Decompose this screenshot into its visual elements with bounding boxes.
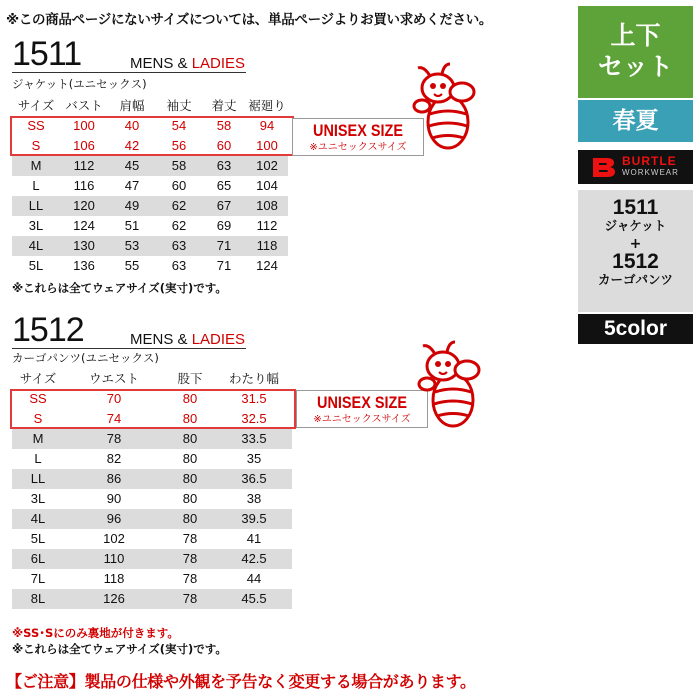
bee-mascot-icon (405, 340, 483, 432)
measurement-cell: 124 (73, 218, 95, 233)
size-label-cell: M (12, 429, 64, 449)
measurement-cell: 118 (246, 236, 288, 256)
item2-name: カーゴパンツ (597, 272, 673, 287)
measurement-cell: 63 (171, 258, 187, 273)
measurement-cell: 44 (246, 571, 262, 586)
size-label-cell: 4L (12, 509, 64, 529)
jacket-subtitle: ジャケット(ユニセックス) (12, 77, 147, 91)
measurement-cell: 80 (182, 491, 198, 506)
measurement-cell: 82 (106, 451, 122, 466)
measurement-cell: 74 (106, 411, 122, 426)
set-badge (578, 6, 693, 98)
size-label-cell: 8L (12, 589, 64, 609)
measurement-cell: 136 (73, 258, 95, 273)
measurement-cell: 69 (216, 218, 232, 233)
measurement-cell: 80 (164, 469, 216, 489)
measurement-cell: 62 (171, 218, 187, 233)
pants-divider (12, 348, 246, 349)
item1-number: 1511 (612, 196, 659, 219)
pants-footnote: ※これらは全てウェアサイズ(実寸)です。 (12, 642, 227, 656)
pants-gender (130, 331, 245, 348)
table-row (12, 196, 288, 216)
size-label-cell: LL (12, 469, 64, 489)
measurement-cell: 32.5 (241, 411, 267, 426)
measurement-cell: 55 (124, 258, 140, 273)
measurement-cell: 38 (246, 491, 262, 506)
size-label-cell: L (34, 451, 42, 466)
table-row (12, 449, 292, 469)
measurement-cell: 100 (256, 138, 278, 153)
unisex-size-note: ※ユニセックスサイズ (309, 142, 407, 153)
size-label-cell: L (32, 178, 40, 193)
measurement-cell: 65 (216, 178, 232, 193)
brand-name: BURTLE (622, 154, 677, 168)
measurement-cell: 116 (73, 178, 95, 193)
top-note: ※この商品ページにないサイズについては、単品ページよりお買い求めください。 (6, 12, 493, 28)
measurement-cell: 120 (60, 196, 108, 216)
size-label-cell: 4L (12, 236, 60, 256)
measurement-cell: 62 (156, 196, 202, 216)
table-row (12, 429, 292, 449)
jacket-header-cell: 裾廻り (248, 99, 286, 113)
table-row (12, 216, 288, 236)
table-row (12, 549, 292, 569)
measurement-cell: 67 (202, 196, 246, 216)
measurement-cell: 104 (256, 178, 278, 193)
set-contents (578, 190, 693, 312)
item2-number: 1512 (612, 250, 659, 273)
measurement-cell: 49 (108, 196, 156, 216)
plus-sign: + (629, 236, 642, 252)
measurement-cell: 58 (156, 156, 202, 176)
table-row (12, 156, 288, 176)
measurement-cell: 36.5 (216, 469, 292, 489)
measurement-cell: 54 (171, 118, 187, 133)
pants-subtitle: カーゴパンツ(ユニセックス) (12, 351, 159, 365)
pants-header-row (12, 369, 292, 389)
measurement-cell: 126 (64, 589, 164, 609)
table-row (12, 176, 288, 196)
item1-name: ジャケット (604, 218, 667, 233)
measurement-cell: 80 (164, 509, 216, 529)
pants-unisex-highlight (10, 389, 296, 429)
jacket-gender (130, 55, 245, 72)
pants-header-cell: わたり幅 (228, 372, 279, 386)
measurement-cell: 112 (256, 218, 278, 233)
size-label-cell: S (31, 138, 41, 153)
unisex-size-label: UNISEX SIZE (313, 121, 403, 140)
measurement-cell: 35 (246, 451, 262, 466)
size-label-cell: 5L (30, 531, 46, 546)
jacket-header-cell: サイズ (17, 99, 55, 113)
unisex-size-note: ※ユニセックスサイズ (313, 414, 411, 425)
measurement-cell: 130 (60, 236, 108, 256)
measurement-cell: 108 (246, 196, 288, 216)
measurement-cell: 80 (164, 429, 216, 449)
measurement-cell: 53 (108, 236, 156, 256)
size-label-cell: 7L (30, 571, 46, 586)
measurement-cell: 33.5 (216, 429, 292, 449)
measurement-cell: 118 (103, 571, 125, 586)
measurement-cell: 96 (64, 509, 164, 529)
jacket-ladies: LADIES (191, 55, 246, 72)
measurement-cell: 41 (246, 531, 262, 546)
bee-mascot-icon (400, 62, 478, 154)
measurement-cell: 100 (73, 118, 95, 133)
brand-logo (578, 146, 693, 186)
measurement-cell: 80 (182, 451, 198, 466)
measurement-cell: 80 (182, 391, 198, 406)
measurement-cell: 78 (64, 429, 164, 449)
measurement-cell: 71 (216, 258, 232, 273)
measurement-cell: 80 (182, 411, 198, 426)
measurement-cell: 78 (164, 549, 216, 569)
pants-footnote-lining: ※SS･Sにのみ裏地が付きます。 (12, 626, 179, 640)
measurement-cell: 63 (202, 156, 246, 176)
jacket-header-cell: 肩幅 (119, 99, 145, 113)
measurement-cell: 45.5 (216, 589, 292, 609)
jacket-header-cell: 袖丈 (166, 99, 192, 113)
jacket-mens: MENS & (130, 55, 188, 72)
size-label-cell: M (12, 156, 60, 176)
measurement-cell: 112 (60, 156, 108, 176)
measurement-cell: 51 (124, 218, 140, 233)
measurement-cell: 40 (124, 118, 140, 133)
measurement-cell: 63 (156, 236, 202, 256)
jacket-number: 1511 (12, 35, 82, 73)
measurement-cell: 56 (171, 138, 187, 153)
size-label-cell: 6L (12, 549, 64, 569)
pants-header-cell: ウエスト (88, 372, 139, 386)
measurement-cell: 45 (108, 156, 156, 176)
measurement-cell: 58 (216, 118, 232, 133)
measurement-cell: 78 (182, 571, 198, 586)
pants-header-cell: 股下 (177, 372, 203, 386)
size-label-cell: LL (12, 196, 60, 216)
size-label-cell: SS (29, 391, 47, 406)
table-row (12, 569, 292, 589)
measurement-cell: 42 (124, 138, 140, 153)
table-row (12, 256, 288, 276)
set-badge-line1: 上下 (610, 21, 661, 50)
measurement-cell: 78 (182, 531, 198, 546)
brand-sub: WORKWEAR (622, 168, 679, 177)
pants-header-cell: サイズ (19, 372, 57, 386)
measurement-cell: 124 (256, 258, 278, 273)
measurement-cell: 60 (216, 138, 232, 153)
season-badge: 春夏 (578, 100, 693, 142)
measurement-cell: 31.5 (241, 391, 267, 406)
color-count-badge: 5color (578, 314, 693, 344)
measurement-cell: 94 (259, 118, 275, 133)
jacket-header-row (12, 96, 288, 116)
jacket-header-cell: バスト (65, 99, 103, 113)
table-row (12, 589, 292, 609)
size-label-cell: 3L (30, 491, 46, 506)
measurement-cell: 47 (124, 178, 140, 193)
measurement-cell: 60 (171, 178, 187, 193)
set-badge-line2: セット (597, 52, 673, 81)
burtle-logo-icon (590, 155, 616, 179)
measurement-cell: 86 (64, 469, 164, 489)
size-label-cell: 5L (28, 258, 44, 273)
measurement-cell: 70 (106, 391, 122, 406)
unisex-size-label: UNISEX SIZE (317, 393, 407, 412)
measurement-cell: 39.5 (216, 509, 292, 529)
pants-mens: MENS & (130, 331, 188, 348)
measurement-cell: 102 (246, 156, 288, 176)
jacket-unisex-highlight (10, 116, 294, 156)
table-row (12, 236, 288, 256)
measurement-cell: 106 (73, 138, 95, 153)
pants-ladies: LADIES (191, 331, 246, 348)
jacket-header-cell: 着丈 (211, 99, 237, 113)
measurement-cell: 42.5 (216, 549, 292, 569)
table-row (12, 489, 292, 509)
measurement-cell: 110 (64, 549, 164, 569)
pants-number: 1512 (12, 311, 84, 349)
jacket-divider (12, 72, 246, 73)
measurement-cell: 102 (103, 531, 125, 546)
measurement-cell: 71 (202, 236, 246, 256)
measurement-cell: 78 (164, 589, 216, 609)
size-label-cell: SS (27, 118, 45, 133)
table-row (12, 469, 292, 489)
measurement-cell: 90 (106, 491, 122, 506)
table-row (12, 529, 292, 549)
table-row (12, 509, 292, 529)
size-label-cell: S (33, 411, 43, 426)
size-label-cell: 3L (28, 218, 44, 233)
jacket-footnote: ※これらは全てウェアサイズ(実寸)です。 (12, 281, 227, 295)
bottom-notice: 【ご注意】製品の仕様や外観を予告なく変更する場合があります。 (6, 672, 476, 691)
